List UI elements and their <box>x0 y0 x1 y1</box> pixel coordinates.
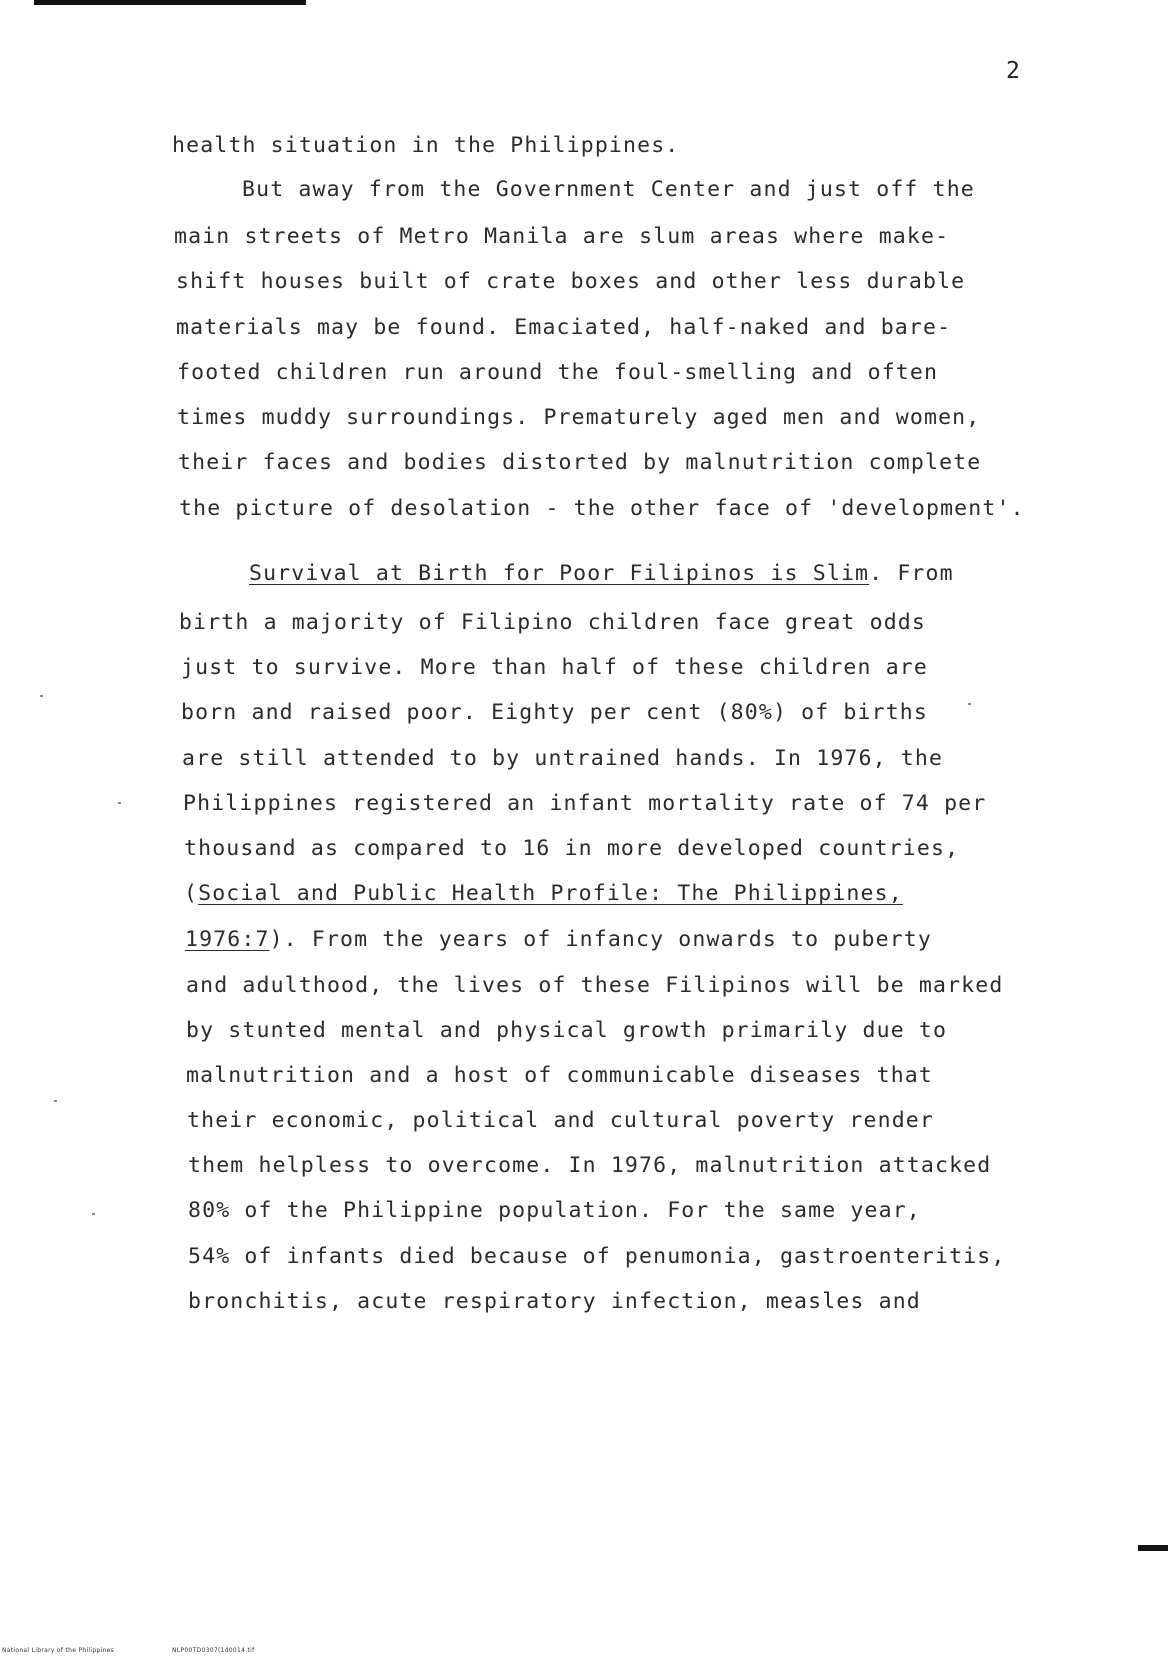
text-line: 80% of the Philippine population. For the same year, <box>188 1198 921 1223</box>
citation-open: ( <box>184 881 199 906</box>
citation-tail: ). From the years of infancy onwards to puberty <box>269 927 933 952</box>
text-line: by stunted mental and physical growth primarily due to <box>186 1018 948 1043</box>
text-line: times muddy surroundings. Prematurely aged men and women, <box>177 405 981 430</box>
text-line: 54% of infants died because of penumonia, gastroenteritis, <box>188 1244 1006 1269</box>
text-line: the picture of desolation - the other face of 'development'. <box>179 496 1025 521</box>
citation-line <box>185 927 932 952</box>
text-line: them helpless to overcome. In 1976, malnutrition attacked <box>188 1153 992 1178</box>
margin-speck <box>118 802 121 804</box>
heading-tail: . From <box>869 561 954 586</box>
text-line: footed children run around the foul-smelling and often <box>177 360 939 385</box>
text-line: and adulthood, the lives of these Filipinos will be marked <box>186 973 1004 998</box>
scan-edge-mark <box>1138 1545 1168 1551</box>
margin-speck <box>54 1100 57 1102</box>
text-line: born and raised poor. Eighty per cent (80%) of births <box>181 700 928 725</box>
footer-library: National Library of the Philippines <box>2 1647 115 1654</box>
margin-speck <box>92 1213 95 1215</box>
text-line: malnutrition and a host of communicable diseases that <box>186 1063 933 1088</box>
citation-title: Social and Public Health Profile: The Philippines, <box>198 881 903 906</box>
text-line: just to survive. More than half of these children are <box>181 655 928 680</box>
text-line: are still attended to by untrained hands. In 1976, the <box>182 746 944 771</box>
text-line: bronchitis, acute respiratory infection, measles and <box>188 1289 921 1314</box>
text-line: materials may be found. Emaciated, half-naked and bare- <box>176 315 952 340</box>
citation-line <box>184 881 903 906</box>
text-line: health situation in the Philippines. <box>172 133 680 158</box>
text-line: their faces and bodies distorted by malnutrition complete <box>178 450 982 475</box>
page-number: 2 <box>1006 58 1021 84</box>
text-line: But away from the Government Center and just off the <box>242 177 975 202</box>
top-scan-rule <box>34 0 306 5</box>
section-heading-line <box>249 561 954 586</box>
section-heading: Survival at Birth for Poor Filipinos is Slim <box>249 561 870 586</box>
margin-speck <box>968 703 971 705</box>
text-line: Philippines registered an infant mortality rate of 74 per <box>183 791 987 816</box>
citation-year: 1976:7 <box>185 927 270 952</box>
text-line: thousand as compared to 16 in more developed countries, <box>184 836 960 861</box>
text-line: their economic, political and cultural poverty render <box>187 1108 934 1133</box>
footer-file: NLP00TD0307(1d0014.tif <box>172 1647 255 1654</box>
margin-speck <box>40 695 43 697</box>
text-line: shift houses built of crate boxes and other less durable <box>176 269 966 294</box>
text-line: main streets of Metro Manila are slum areas where make- <box>174 224 950 249</box>
text-line: birth a majority of Filipino children face great odds <box>179 610 926 635</box>
